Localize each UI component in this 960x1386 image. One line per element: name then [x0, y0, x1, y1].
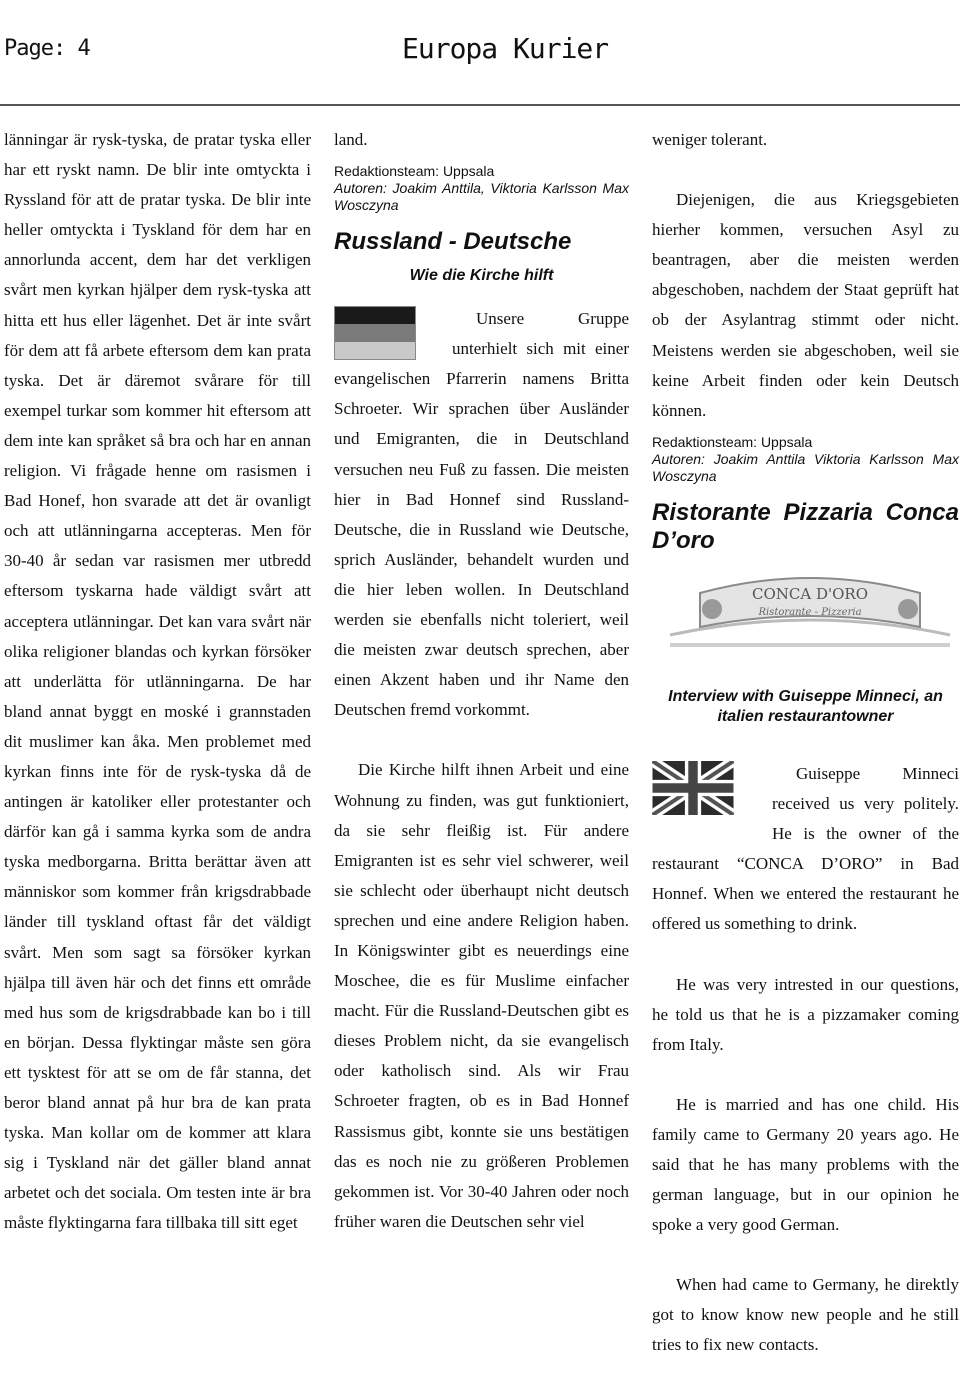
sign-name-text: CONCA D'ORO	[751, 584, 869, 603]
column-1	[4, 125, 311, 1238]
article-headline: Russland - Deutsche	[334, 228, 572, 256]
article-subheadline: Wie die Kirche hilft	[409, 267, 554, 285]
interview-headline: Interview with Guiseppe Minneci, an italien restaurantowner	[668, 687, 943, 725]
page-number: Page: 4	[4, 36, 90, 61]
credit-team: Redaktionsteam: Uppsala	[334, 163, 495, 180]
uk-flag-icon	[652, 761, 734, 815]
continued-text: weniger tolerant.	[652, 130, 768, 149]
article-paragraph: Guiseppe Minneci received us very politely. He is the owner of the restaurant “CONCA D’ORO” in Bad Honnef. When we entered the restaurant he offered us something to drink.	[652, 763, 959, 934]
article-paragraph: He is married and has one child. His family came to Germany 20 years ago. He said that he has many problems with the german language, but in our opinion he spoke a very good German.	[652, 1094, 959, 1235]
publication-title: Europa Kurier	[402, 32, 609, 65]
credit-team: Redaktionsteam: Uppsala	[652, 433, 813, 450]
swedish-article-text: länningar är rysk-tyska, de pratar tyska eller har ett ryskt namn. De blir inte omtyckta i Ryssland för att de pratar tyska. De blir inte heller omtyckta i Tyskland för dem har en annorlunda accent, dem har det verkligen svårt men kyrkan hjälper dem rysk-tyska att hitta ett hus eller lägenhet. Det är inte svårt för dem att få arbete eftersom dem kan prata tyska. Det är däremot svårare för till exempel turkar som kommer hit eftersom att dem inte kan språket så bra och har en annan religion. Vi frågade henne om rasismen i Bad Honef, hon svarade att det är ovanligt och att utlänningarna accepteras. Men för 30-40 år sedan var rasismen mer utbredd eftersom tyskarna hade väldigt svårt att acceptera utlänningar. Det kan vara svårt när olika religioner blandas och kyrkan försöker att underlätta för utlänningarna. De har bland annat byggt en moské i grannstaden dit muslimer kan åka. Men problemet med kyrkan finns inte för de rysk-tyska då de antingen är katoliker eller protestanter och därför kan gå i samma kyrka som de andra tyska medborgarna. Britta berättar även att människor som kommer från krigsdrabbade länder till tyskland oftast får det väldigt svårt. Men som sagt sa försöker kyrkan hjälpa till även här och det finns ett område med hus som de krigsdrabbade kan bo i till en början. Dessa flyktingar måste sen göra ett tysktest för att se om de får stanna, det beror bland annat på hur bra de kan prata tyska. Man kollar om de kommer att klara sig i Tyskland när det gäller bland annat arbetet och det sociala. Om testen inte är bra måste flyktingarna fara tillbaka till sitt eget	[4, 130, 311, 1233]
restaurant-sign-image	[660, 565, 960, 655]
header-rule	[0, 104, 960, 106]
credit-block	[652, 434, 959, 485]
article-paragraph: Diejenigen, die aus Kriegsgebieten hierher kommen, versuchen Asyl zu beantragen, aber die meisten werden abgeschoben, nachdem der Staat geprüft hat ob der Asylantrag stimmt oder nicht. Meistens werden sie abgeschoben, weil sie keine Arbeit finden oder kein Deutsch können.	[652, 190, 959, 420]
credit-authors: Autoren: Joakim Anttila, Viktoria Karlsson Max Wosczyna	[334, 180, 629, 214]
continued-text: land.	[334, 130, 368, 149]
article-paragraph: When had came to Germany, he direktly got to know know new people and he still tries to fix new contacts.	[652, 1275, 959, 1355]
page-header	[0, 0, 960, 100]
sign-sub-text: Ristorante - Pizzeria	[758, 606, 862, 618]
article-paragraph: He was very intrested in our questions, he told us that he is a pizzamaker coming from Italy.	[652, 974, 959, 1054]
article-paragraph: Die Kirche hilft ihnen Arbeit und eine Wohnung zu finden, was gut funktioniert, da sie sehr fleißig ist. Für andere Emigranten ist es sehr viel schwerer, weil sie schlecht oder überhaupt nicht deutsch sprechen und eine andere Religion haben. In Königswinter gibt es neuerdings eine Moschee, die es für Muslime einfacher macht. Für die Russland-Deutschen gibt es dieses Problem nicht, da sie evangelisch oder katholisch sind. Als wir Frau Schroeter fragten, ob es in Bad Honnef Rassismus gibt, konnte sie uns bestätigen das es noch nie zu größeren Problemen gekommen ist. Vor 30-40 Jahren oder noch früher waren die Deutschen sehr viel	[334, 760, 629, 1231]
restaurant-headline: Ristorante Pizzaria Conca D’oro	[652, 498, 959, 554]
column-3	[652, 125, 959, 1361]
article-paragraph: Unsere Gruppe unterhielt sich mit einer evangelischen Pfarrerin namens Britta Schroeter. Wir sprachen über Ausländer und Emigranten, die in Deutschland versuchen neu Fuß zu fassen. Die meisten hier in Bad Honnef sind Russland-Deutsche, die in Russland wie Deutsche, sprich Ausländer, behandelt wurden und die hier leben wollen. In Deutschland werden sie ebenfalls nicht toleriert, weil die meisten zwar deutsch sprechen, aber einen Akzent haben und ihr Name den Deutschen fremd vorkommt.	[334, 309, 629, 720]
credit-authors: Autoren: Joakim Anttila Viktoria Karlsson Max Wosczyna	[652, 450, 959, 484]
column-2	[334, 125, 629, 1237]
germany-flag-icon	[334, 306, 416, 360]
credit-block	[334, 163, 629, 214]
